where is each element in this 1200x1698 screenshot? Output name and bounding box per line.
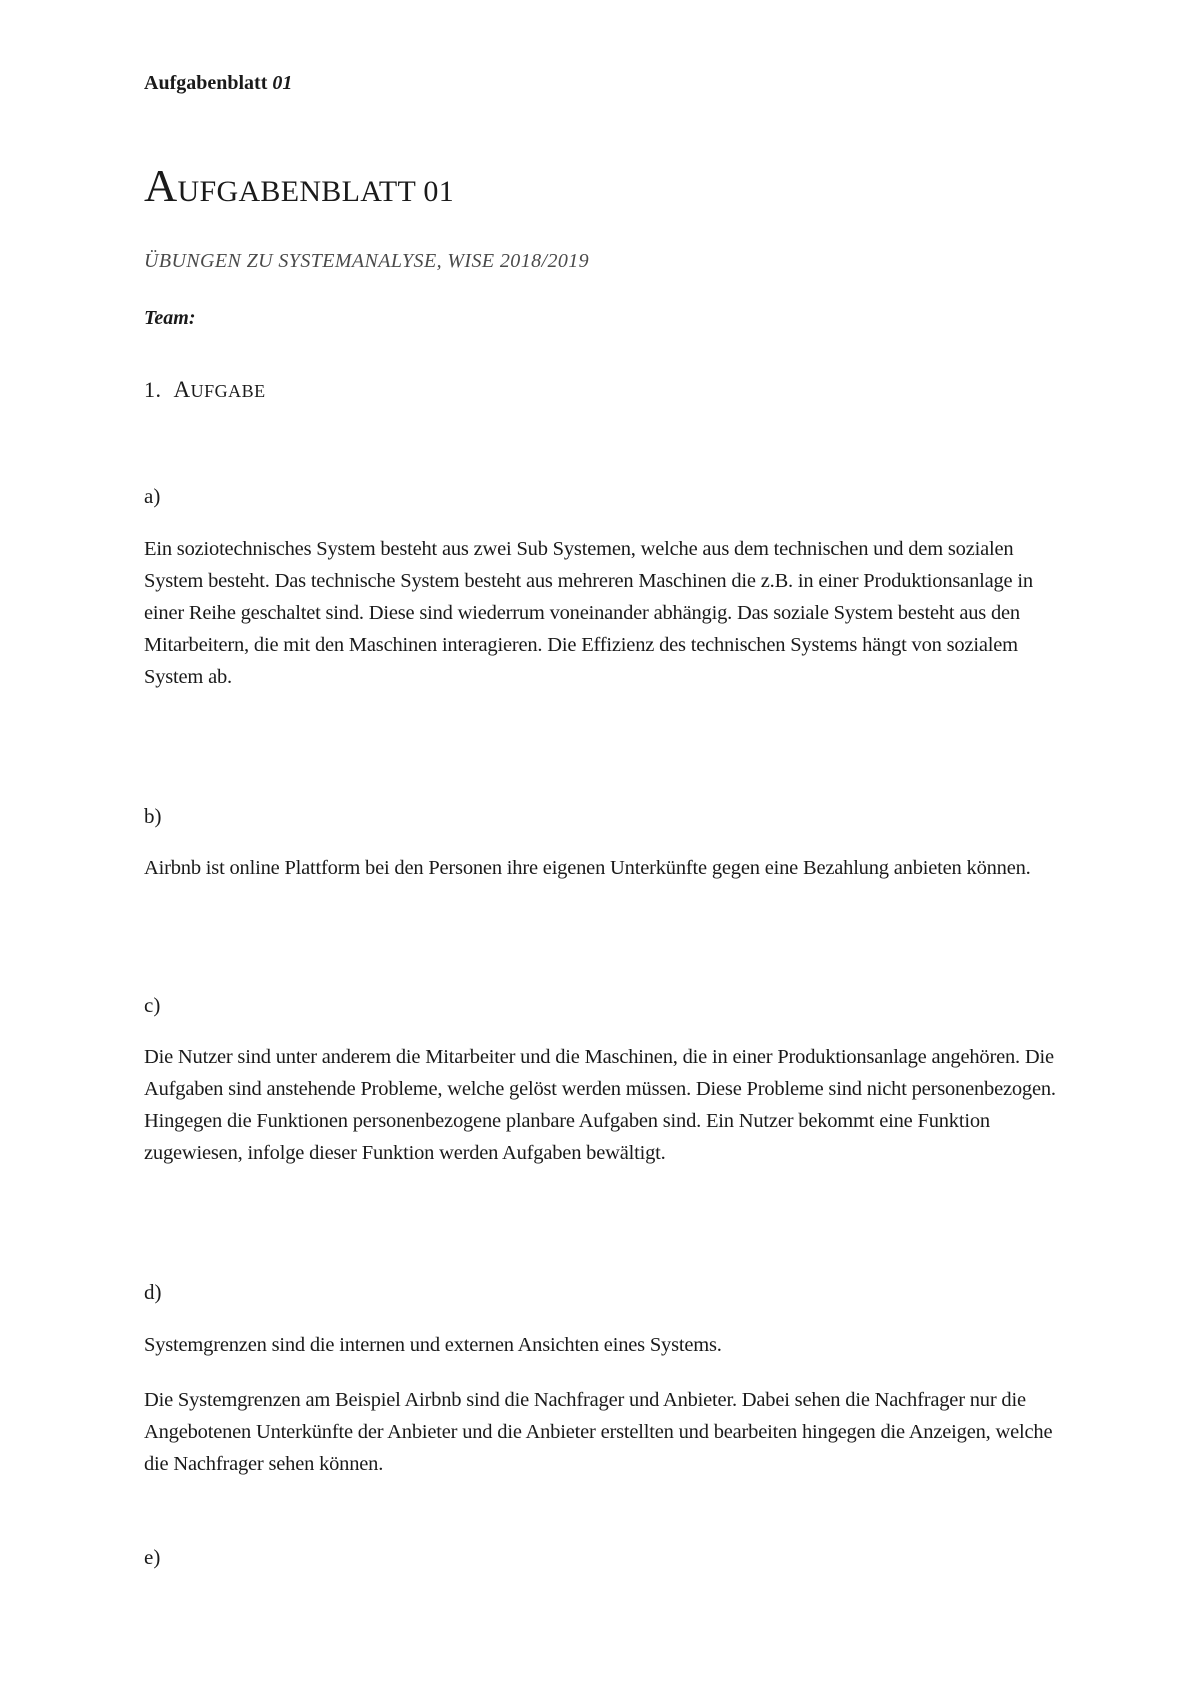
paragraph-a-1: Ein soziotechnisches System besteht aus zwei Sub Systemen, welche aus dem technischen und dem sozialen System besteht. Das technische System besteht aus mehreren Maschinen die z.B. in einer Produktionsanlage in einer Reihe geschaltet sind. Diese sind wiederrum voneinander abhängig. Das soziale System besteht aus den Mitarbeitern, die mit den Maschinen interagieren. Die Effizienz des technischen Systems hängt von sozialem System ab.: [144, 538, 1033, 688]
section-heading: [144, 377, 266, 403]
part-label-e: e): [144, 1545, 161, 1569]
part-label-c: c): [144, 993, 161, 1017]
part-label-a: a): [144, 484, 161, 508]
section-number: 1.: [144, 377, 162, 402]
part-label-d: d): [144, 1280, 162, 1304]
document-title: [144, 160, 454, 211]
paragraph-b-1: Airbnb ist online Plattform bei den Personen ihre eigenen Unterkünfte gegen eine Bezahlung anbieten können.: [144, 857, 1031, 879]
part-label-b: b): [144, 804, 162, 828]
running-header-text: Aufgabenblatt: [144, 72, 268, 94]
paragraph-d-2: Die Systemgrenzen am Beispiel Airbnb sind die Nachfrager und Anbieter. Dabei sehen die Nachfrager nur die Angebotenen Unterkünfte der Anbieter und die Anbieter erstellten und bearbeiten hingegen die Anzeigen, welche die Nachfrager sehen können.: [144, 1389, 1053, 1475]
title-rest: UFGABENBLATT 01: [177, 175, 454, 208]
running-header: [144, 72, 292, 95]
running-header-number: 01: [272, 72, 293, 94]
title-first-letter: A: [144, 160, 178, 211]
section-title-rest: UFGABE: [190, 381, 266, 401]
team-label: Team:: [144, 307, 196, 329]
document-subtitle: ÜBUNGEN ZU SYSTEMANALYSE, WISE 2018/2019: [144, 250, 590, 272]
paragraph-d-1: Systemgrenzen sind die internen und externen Ansichten eines Systems.: [144, 1334, 722, 1356]
paragraph-c-1: Die Nutzer sind unter anderem die Mitarbeiter und die Maschinen, die in einer Produktionsanlage angehören. Die Aufgaben sind anstehende Probleme, welche gelöst werden müssen. Diese Probleme sind nicht personenbezogen. Hingegen die Funktionen personenbezogene planbare Aufgaben sind. Ein Nutzer bekommt eine Funktion zugewiesen, infolge dieser Funktion werden Aufgaben bewältigt.: [144, 1046, 1056, 1164]
section-first-letter: A: [173, 377, 191, 402]
